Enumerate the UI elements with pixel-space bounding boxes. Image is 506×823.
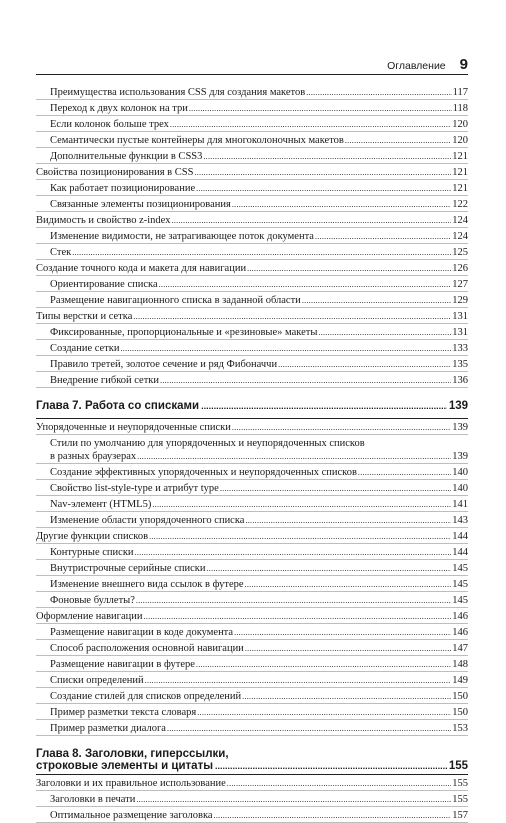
toc-entry[interactable]	[36, 562, 468, 576]
toc-entry-page: 146	[452, 627, 468, 638]
toc-entry-label: Связанные элементы позиционирования	[50, 199, 231, 210]
leader-dots	[306, 86, 451, 99]
toc-entry-page: 144	[452, 547, 468, 558]
toc-entry-label: Стек	[50, 247, 72, 258]
toc-entry-page: 145	[452, 579, 468, 590]
leader-dots	[232, 198, 451, 211]
leader-dots	[136, 594, 451, 607]
toc-entry[interactable]	[36, 214, 468, 228]
chapter-8-title-line1: Глава 8. Заголовки, гиперссылки,	[36, 748, 229, 760]
toc-entry-page: 131	[452, 311, 468, 322]
toc-entry-label: Видимость и свойство z-index	[36, 215, 171, 226]
toc-entry[interactable]	[36, 166, 468, 180]
toc-entry[interactable]	[36, 198, 468, 212]
toc-entry-label: Создание стилей для списков определений	[50, 691, 242, 702]
toc-entry-label: Создание точного кода и макета для навигации	[36, 263, 247, 274]
toc-entry-page: 129	[452, 295, 468, 306]
toc-entry[interactable]	[36, 706, 468, 720]
chapter-7-heading[interactable]	[36, 400, 468, 419]
toc-entry-label: Способ расположения основной навигации	[50, 643, 244, 654]
toc-entry-label: Семантически пустые контейнеры для многоколоночных макетов	[50, 135, 344, 146]
toc-entry[interactable]	[36, 326, 468, 340]
toc-entry[interactable]	[36, 578, 468, 592]
toc-entry[interactable]	[36, 530, 468, 544]
toc-entry-page: 145	[452, 563, 468, 574]
leader-dots	[197, 706, 451, 719]
toc-entry-page: 117	[452, 87, 468, 98]
toc-entry[interactable]	[36, 102, 468, 116]
toc-entry-page: 155	[452, 794, 468, 805]
toc-entry-page: 118	[452, 103, 468, 114]
toc-entry-label: Заголовки и их правильное использование	[36, 778, 226, 789]
leader-dots	[227, 777, 451, 790]
toc-entry[interactable]	[36, 594, 468, 608]
toc-entry[interactable]	[36, 514, 468, 528]
leader-dots	[137, 450, 451, 463]
toc-entry[interactable]	[36, 262, 468, 276]
toc-entry-page: 155	[452, 778, 468, 789]
toc-entry-label-line2: в разных браузерах	[50, 451, 137, 462]
toc-entry[interactable]	[36, 358, 468, 372]
toc-entry[interactable]	[36, 182, 468, 196]
toc-entry-label: Размещение навигационного списка в заданной области	[50, 295, 301, 306]
chapter-8-title-line2: строковые элементы и цитаты	[36, 760, 214, 772]
toc-entry-page: 121	[452, 183, 468, 194]
leader-dots	[159, 278, 452, 291]
toc-entry[interactable]	[36, 294, 468, 308]
toc-block-2a	[36, 421, 468, 435]
toc-entry[interactable]	[36, 777, 468, 791]
toc-entry-page: 136	[452, 375, 468, 386]
leader-dots	[167, 722, 451, 735]
toc-entry-label: Фиксированные, пропорциональные и «резиновые» макеты	[50, 327, 318, 338]
toc-entry-label-line1: Стили по умолчанию для упорядоченных и неупорядоченных списков	[50, 438, 365, 449]
leader-dots	[196, 658, 451, 671]
toc-entry-page: 124	[452, 231, 468, 242]
leader-dots	[232, 421, 451, 434]
chapter-8-heading[interactable]	[36, 748, 468, 775]
toc-entry[interactable]	[36, 546, 468, 560]
toc-entry-label: Ориентирование списка	[50, 279, 158, 290]
leader-dots	[315, 230, 451, 243]
leader-dots	[143, 610, 451, 623]
toc-entry-label: Как работает позиционирование	[50, 183, 196, 194]
toc-entry-page: 121	[452, 167, 468, 178]
leader-dots	[135, 546, 452, 559]
toc-entry[interactable]	[36, 134, 468, 148]
leader-dots	[302, 294, 451, 307]
page-number: 9	[459, 56, 468, 73]
toc-entry-label: Дополнительные функции в CSS3	[50, 151, 203, 162]
leader-dots	[149, 530, 451, 543]
table-of-contents	[36, 84, 468, 823]
toc-entry-label: Пример разметки диалога	[50, 723, 166, 734]
toc-entry-label: Преимущества использования CSS для создания макетов	[50, 87, 306, 98]
leader-dots	[152, 498, 451, 511]
toc-entry-page: 133	[452, 343, 468, 354]
toc-entry-label: Свойство list-style-type и атрибут type	[50, 483, 219, 494]
leader-dots	[247, 262, 451, 275]
toc-entry[interactable]	[36, 278, 468, 292]
toc-entry-page: 121	[452, 151, 468, 162]
chapter-8-page: 155	[448, 760, 468, 772]
toc-entry[interactable]	[36, 482, 468, 496]
toc-entry[interactable]	[36, 230, 468, 244]
toc-entry-page: 127	[452, 279, 468, 290]
toc-entry[interactable]	[36, 246, 468, 260]
toc-entry-page: 145	[452, 595, 468, 606]
toc-entry-label: Изменение области упорядоченного списка	[50, 515, 245, 526]
leader-dots	[234, 626, 451, 639]
chapter-7-title: Глава 7. Работа со списками	[36, 400, 200, 412]
running-header	[36, 56, 468, 75]
toc-entry[interactable]	[36, 150, 468, 164]
toc-entry-label: Размещение навигации в футере	[50, 659, 195, 670]
leader-dots	[145, 674, 452, 687]
toc-entry-label: Размещение навигации в коде документа	[50, 627, 234, 638]
leader-dots	[133, 310, 451, 323]
toc-entry[interactable]	[36, 374, 468, 388]
leader-dots	[245, 578, 452, 591]
toc-entry[interactable]	[36, 809, 468, 823]
toc-entry-label: Если колонок больше трех	[50, 119, 169, 130]
toc-entry-label: Оптимальное размещение заголовка	[50, 810, 213, 821]
leader-dots	[345, 134, 451, 147]
leader-dots	[245, 514, 451, 527]
toc-entry-page: 141	[452, 499, 468, 510]
toc-entry[interactable]	[36, 690, 468, 704]
running-header-title: Оглавление	[387, 60, 446, 72]
toc-entry-label: Оформление навигации	[36, 611, 143, 622]
toc-entry-page: 143	[452, 515, 468, 526]
toc-entry-label: Другие функции списков	[36, 531, 149, 542]
toc-block-2b	[36, 466, 468, 736]
leader-dots	[72, 246, 451, 259]
toc-entry-label: Свойства позиционирования в CSS	[36, 167, 194, 178]
toc-entry-page: 140	[452, 483, 468, 494]
toc-entry-label: Заголовки в печати	[50, 794, 136, 805]
toc-entry-page: 148	[452, 659, 468, 670]
toc-entry-page: 150	[452, 707, 468, 718]
leader-dots	[172, 214, 452, 227]
toc-entry-page: 139	[452, 451, 468, 462]
leader-dots	[206, 562, 451, 575]
toc-entry[interactable]	[36, 658, 468, 672]
toc-entry-label: Списки определений	[50, 675, 144, 686]
toc-entry-page: 125	[452, 247, 468, 258]
toc-entry-page: 126	[452, 263, 468, 274]
toc-block-3	[36, 777, 468, 823]
toc-entry-label: Фоновые буллеты?	[50, 595, 135, 606]
leader-dots	[196, 182, 451, 195]
toc-entry[interactable]	[36, 722, 468, 736]
chapter-7-page: 139	[448, 400, 468, 412]
leader-dots	[160, 374, 451, 387]
toc-entry-page: 131	[452, 327, 468, 338]
toc-entry-label: Создание сетки	[50, 343, 120, 354]
toc-entry-page: 144	[452, 531, 468, 542]
toc-entry[interactable]	[36, 626, 468, 640]
toc-entry-page: 120	[452, 135, 468, 146]
toc-entry-label: Правило третей, золотое сечение и ряд Фибоначчи	[50, 359, 278, 370]
leader-dots	[170, 118, 451, 131]
toc-entry[interactable]	[36, 610, 468, 624]
toc-entry-label: Изменение внешнего вида ссылок в футере	[50, 579, 244, 590]
toc-entry-page: 157	[452, 810, 468, 821]
toc-entry[interactable]	[36, 466, 468, 480]
leader-dots	[242, 690, 451, 703]
toc-block-1	[36, 86, 468, 388]
leader-dots	[189, 102, 452, 115]
toc-entry-label: Nav-элемент (HTML5)	[50, 499, 152, 510]
leader-dots	[220, 482, 451, 495]
toc-entry[interactable]	[36, 437, 468, 464]
toc-entry[interactable]	[36, 674, 468, 688]
toc-entry-page: 135	[452, 359, 468, 370]
leader-dots	[121, 342, 452, 355]
toc-entry[interactable]	[36, 310, 468, 324]
leader-dots	[318, 326, 451, 339]
toc-entry[interactable]	[36, 86, 468, 100]
toc-entry-label: Внутристрочные серийные списки	[50, 563, 206, 574]
toc-entry[interactable]	[36, 421, 468, 435]
toc-entry-page: 124	[452, 215, 468, 226]
leader-dots	[214, 809, 452, 822]
toc-entry[interactable]	[36, 118, 468, 132]
toc-entry-label: Пример разметки текста словаря	[50, 707, 197, 718]
toc-entry[interactable]	[36, 793, 468, 807]
leader-dots	[215, 761, 447, 771]
leader-dots	[201, 401, 447, 411]
toc-entry-label: Упорядоченные и неупорядоченные списки	[36, 422, 231, 433]
toc-entry-page: 122	[452, 199, 468, 210]
toc-entry-page: 146	[452, 611, 468, 622]
leader-dots	[358, 466, 451, 479]
toc-entry-label: Контурные списки	[50, 547, 134, 558]
toc-entry-label: Типы верстки и сетка	[36, 311, 133, 322]
toc-entry-page: 153	[452, 723, 468, 734]
toc-entry-page: 149	[452, 675, 468, 686]
toc-entry-page: 150	[452, 691, 468, 702]
toc-entry-label: Переход к двух колонок на три	[50, 103, 188, 114]
toc-entry-label: Изменение видимости, не затрагивающее поток документа	[50, 231, 314, 242]
toc-entry-page: 139	[452, 422, 468, 433]
leader-dots	[245, 642, 451, 655]
toc-entry[interactable]	[36, 342, 468, 356]
toc-entry-page: 147	[452, 643, 468, 654]
leader-dots	[203, 150, 451, 163]
leader-dots	[278, 358, 451, 371]
toc-entry-label: Внедрение гибкой сетки	[50, 375, 160, 386]
toc-entry[interactable]	[36, 642, 468, 656]
toc-entry-label: Создание эффективных упорядоченных и неупорядоченных списков	[50, 467, 357, 478]
toc-entry-page: 140	[452, 467, 468, 478]
leader-dots	[194, 166, 451, 179]
toc-entry[interactable]	[36, 498, 468, 512]
toc-entry-page: 120	[452, 119, 468, 130]
